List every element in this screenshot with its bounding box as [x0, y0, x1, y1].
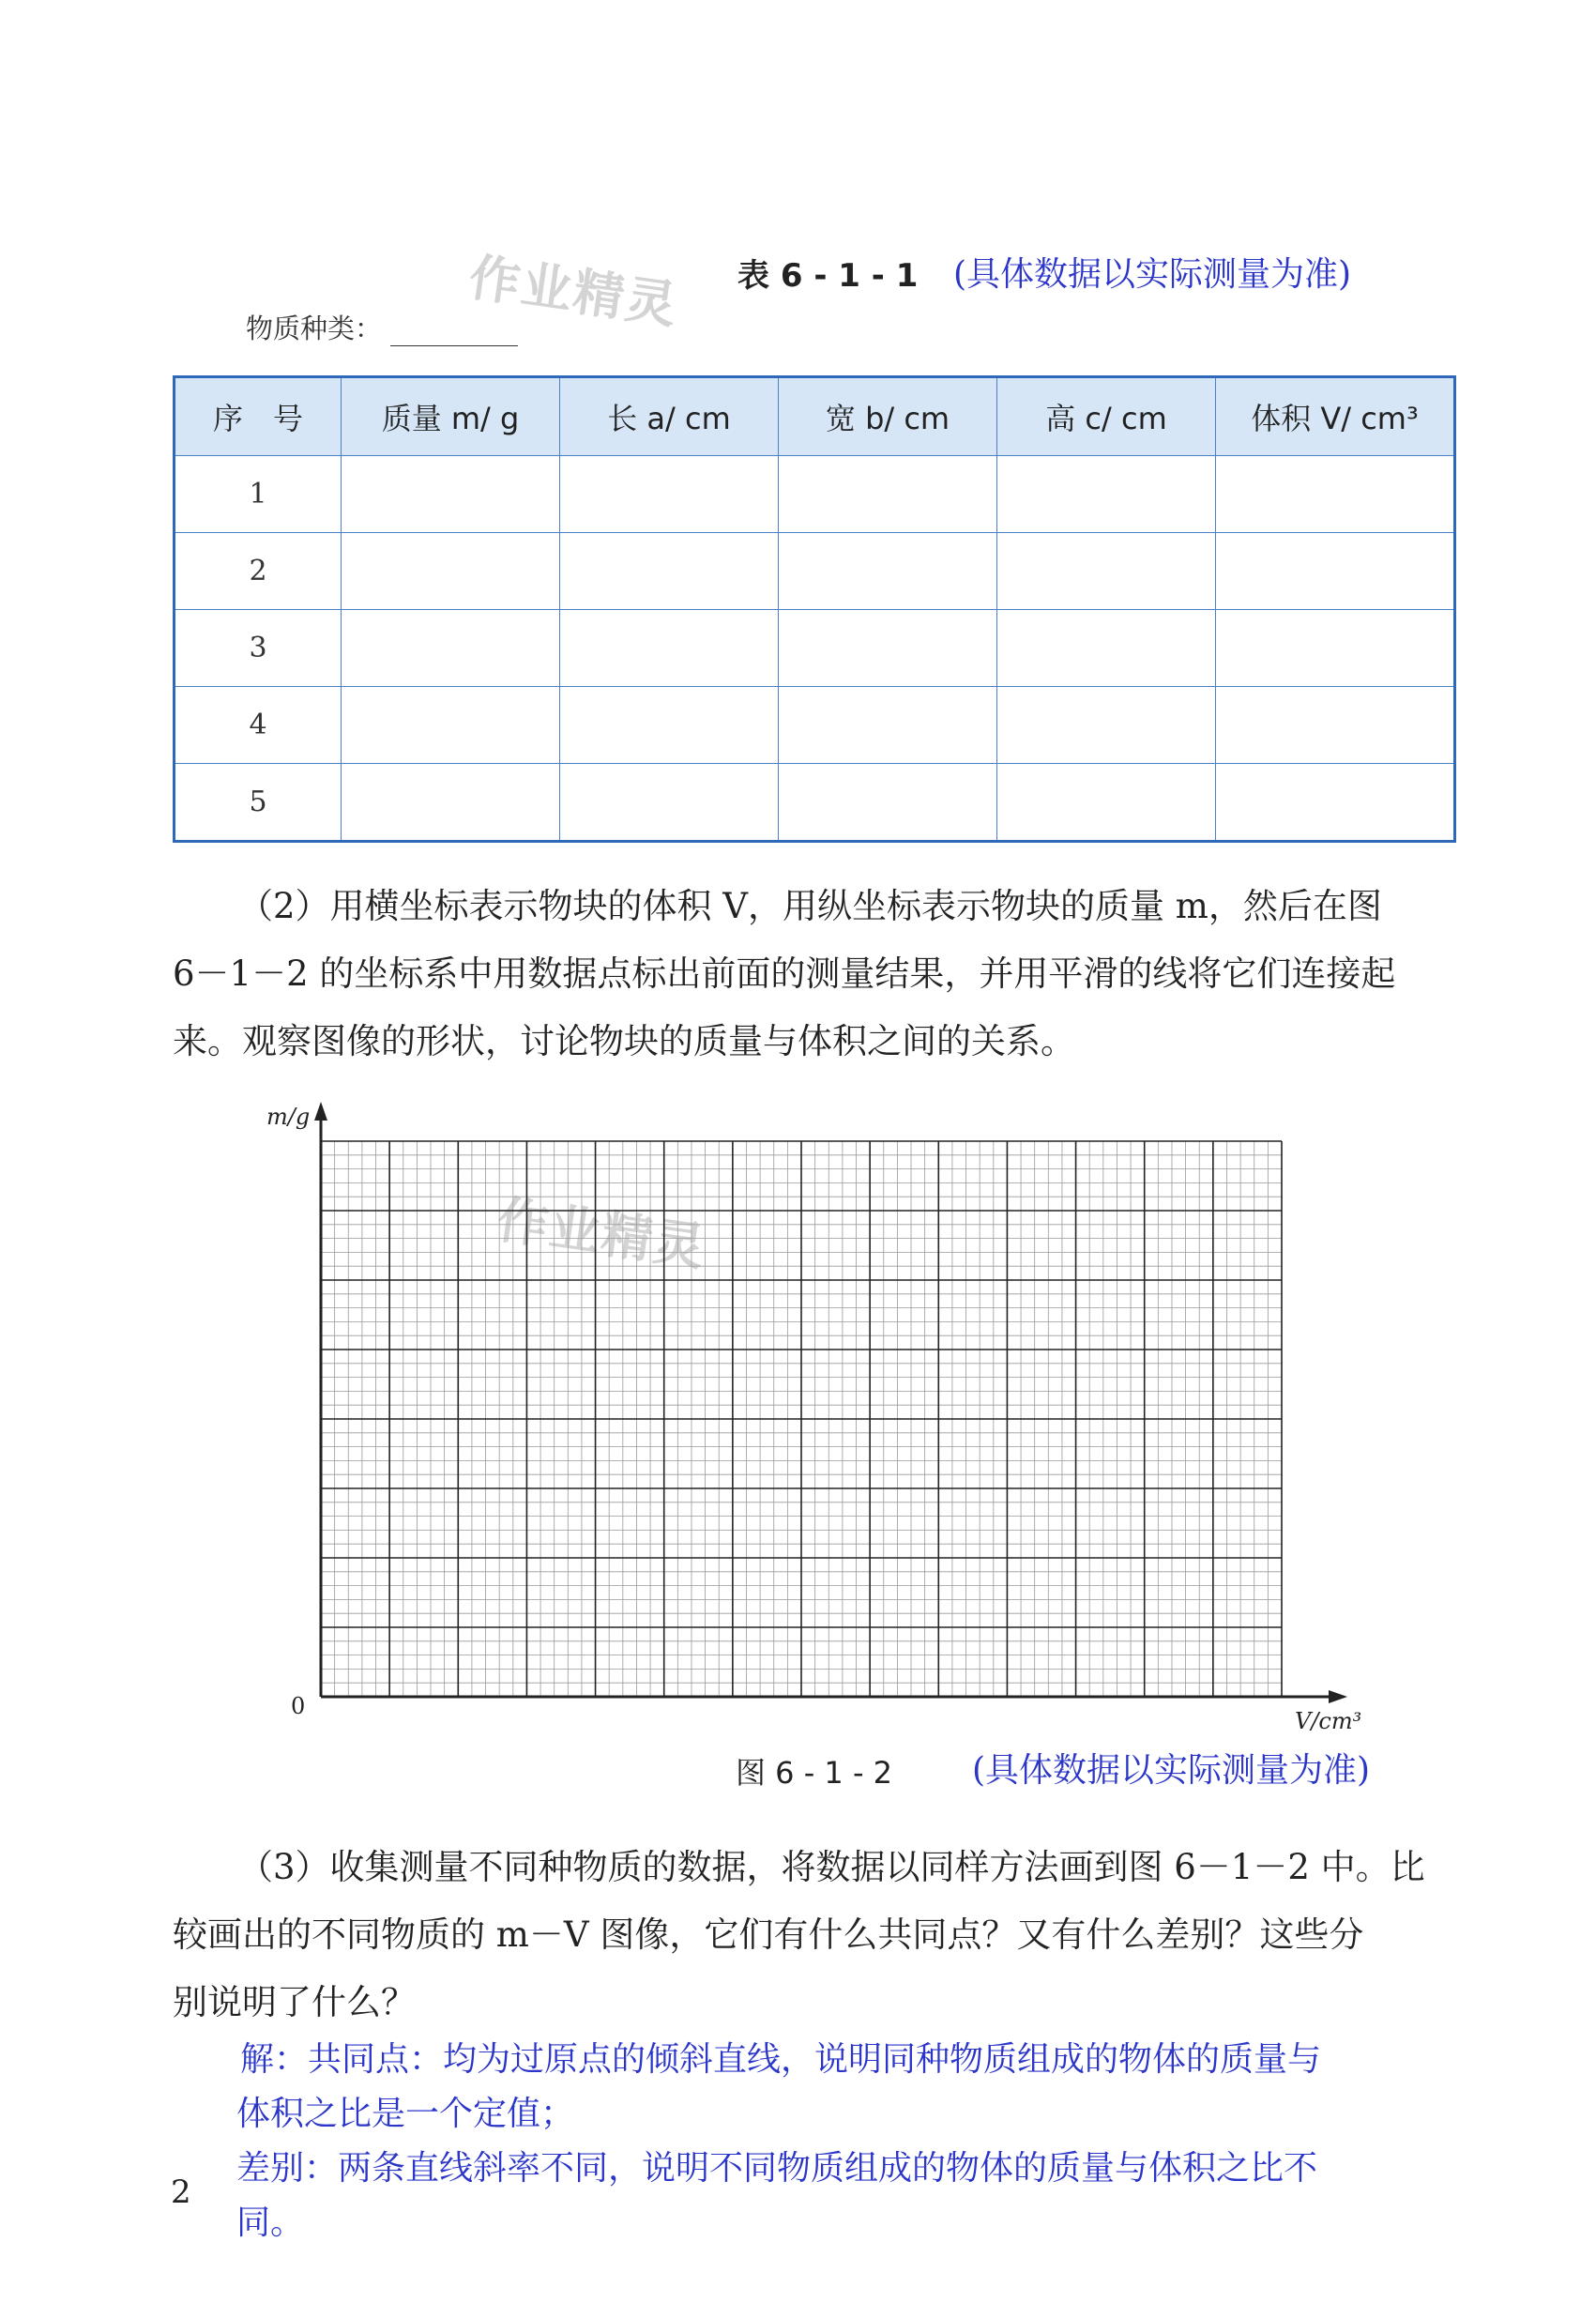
row-index: 1 — [175, 456, 342, 533]
measurement-table — [173, 375, 1456, 843]
table-cell — [779, 687, 997, 764]
header-height: 高 c/ cm — [997, 377, 1216, 456]
paragraph-2-line: 6－1－2 的坐标系中用数据点标出前面的测量结果，并用平滑的线将它们连接起 — [173, 953, 1396, 994]
row-index: 5 — [175, 764, 342, 842]
table-cell — [997, 764, 1216, 842]
table-cell — [560, 533, 779, 610]
table-cell — [342, 687, 560, 764]
paragraph-3 — [173, 1834, 1486, 2036]
table-title: 表 6 - 1 - 1 — [737, 257, 919, 295]
table-cell — [560, 764, 779, 842]
table-cell — [342, 610, 560, 687]
answer-line: 差别：两条直线斜率不同，说明不同物质组成的物体的质量与体积之比不 — [236, 2149, 1318, 2188]
table-cell — [997, 610, 1216, 687]
table-cell — [560, 610, 779, 687]
answer-line: 同。 — [236, 2204, 305, 2242]
mv-grid-chart — [253, 1098, 1379, 1736]
substance-label — [246, 308, 518, 346]
y-axis-label: m/g — [266, 1104, 311, 1130]
answer-line: 解：共同点：均为过原点的倾斜直线，说明同种物质组成的物体的质量与 — [240, 2040, 1322, 2079]
table-cell — [560, 456, 779, 533]
watermark: 作业精灵 — [465, 247, 682, 336]
table-row — [175, 687, 1455, 764]
watermark: 作业精灵 — [494, 1189, 710, 1278]
header-width: 宽 b/ cm — [779, 377, 997, 456]
table-cell — [342, 533, 560, 610]
table-row — [175, 610, 1455, 687]
table-cell — [1216, 533, 1455, 610]
header-volume: 体积 V/ cm³ — [1216, 377, 1455, 456]
table-header-row — [175, 377, 1455, 456]
origin-label: 0 — [291, 1693, 306, 1719]
table-note: (具体数据以实际测量为准) — [953, 255, 1352, 294]
table-row — [175, 533, 1455, 610]
table-cell — [779, 610, 997, 687]
table-cell — [342, 456, 560, 533]
table-row — [175, 764, 1455, 842]
header-mass: 质量 m/ g — [342, 377, 560, 456]
header-index: 序 号 — [175, 377, 342, 456]
paragraph-3-line: （3）收集测量不同种物质的数据，将数据以同样方法画到图 6－1－2 中。比 — [238, 1847, 1425, 1887]
x-axis-arrow — [1329, 1690, 1347, 1703]
table-cell — [1216, 764, 1455, 842]
header-length: 长 a/ cm — [560, 377, 779, 456]
substance-blank — [390, 319, 518, 346]
table-cell — [779, 764, 997, 842]
table-cell — [997, 456, 1216, 533]
table-cell — [342, 764, 560, 842]
answer-block — [236, 2033, 1475, 2250]
substance-label-text: 物质种类： — [246, 313, 383, 344]
paragraph-3-line: 较画出的不同物质的 m－V 图像，它们有什么共同点？又有什么差别？这些分 — [173, 1914, 1364, 1955]
figure-note: (具体数据以实际测量为准) — [972, 1751, 1371, 1790]
table-cell — [997, 687, 1216, 764]
row-index: 3 — [175, 610, 342, 687]
x-axis-label: V/cm³ — [1295, 1708, 1362, 1734]
paragraph-2 — [173, 873, 1486, 1075]
row-index: 4 — [175, 687, 342, 764]
table-cell — [1216, 456, 1455, 533]
table-cell — [779, 456, 997, 533]
paragraph-3-line: 别说明了什么？ — [173, 1982, 416, 2022]
table-cell — [560, 687, 779, 764]
row-index: 2 — [175, 533, 342, 610]
figure-caption: 图 6 - 1 - 2 — [736, 1755, 893, 1791]
table-cell — [779, 533, 997, 610]
answer-line: 体积之比是一个定值； — [236, 2095, 575, 2133]
table-cell — [1216, 687, 1455, 764]
table-row — [175, 456, 1455, 533]
table-cell — [1216, 610, 1455, 687]
y-axis-arrow — [314, 1102, 327, 1121]
paragraph-2-line: （2）用横坐标表示物块的体积 V，用纵坐标表示物块的质量 m，然后在图 — [238, 886, 1382, 926]
page-number: 2 — [171, 2173, 191, 2211]
table-cell — [997, 533, 1216, 610]
paragraph-2-line: 来。观察图像的形状，讨论物块的质量与体积之间的关系。 — [173, 1021, 1075, 1061]
